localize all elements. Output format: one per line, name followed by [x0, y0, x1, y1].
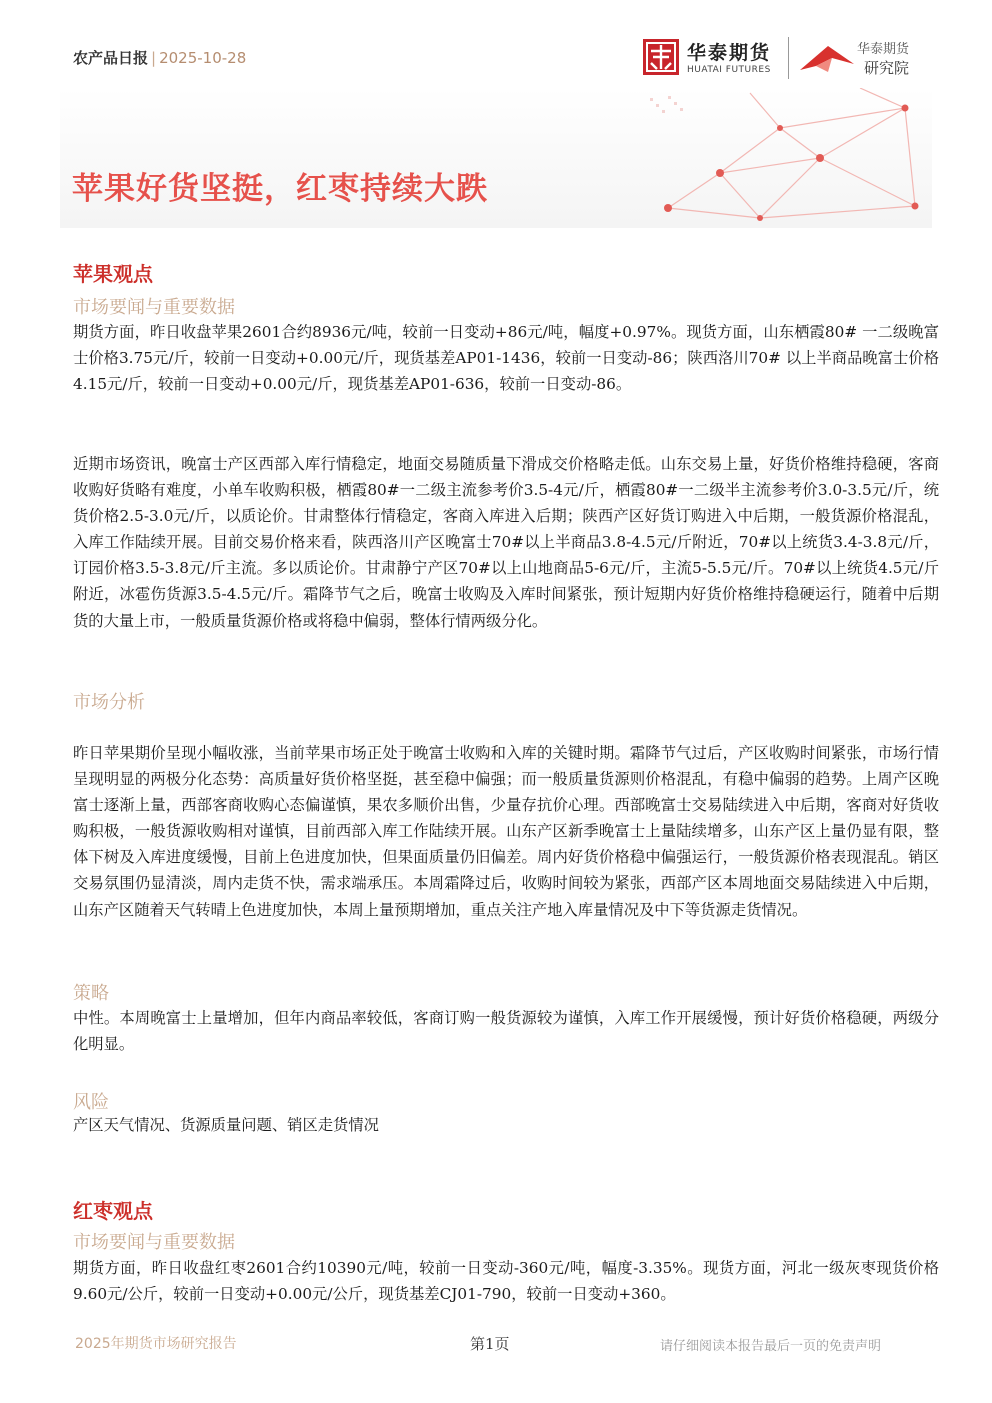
institute-logo-icon [798, 42, 856, 74]
apple-section-title: 苹果观点 [73, 262, 153, 286]
institute-line1: 华泰期货 [857, 42, 910, 57]
footer-disclaimer: 请仔细阅读本报告最后一页的免责声明 [660, 1339, 882, 1354]
huatai-logo [643, 37, 783, 81]
institute-line2: 研究院 [864, 59, 910, 77]
page-title: 苹果好货坚挺，红枣持续大跌 [72, 171, 488, 207]
apple-strategy-paragraph: 中性。本周晚富士上量增加，但年内商品率较低，客商订购一般货源较为谨慎，入库工作开展缓慢，预计好货价格稳硬，两级分化明显。 [73, 1009, 939, 1054]
logo-name-en: HUATAI FUTURES [687, 65, 771, 75]
apple-risk-subtitle: 风险 [73, 1092, 109, 1113]
apple-analysis-paragraph: 昨日苹果期价呈现小幅收涨，当前苹果市场正处于晚富士收购和入库的关键时期。霜降节气过后，产区收购时间紧张，市场行情呈现明显的两极分化态势：高质量好货价格坚挺，甚至稳中偏强；而一般质量货源则价格混乱，有稳中偏弱的趋势。上周产区晚富士逐渐上量，西部客商收购心态偏谨慎，果农多顺价出售，少量存抗价心理。西部晚富士交易陆续进入中后期，客商对好货收购积极，一般货源收购相对谨慎，目前西部入库工作陆续开展。山东产区新季晚富士上量陆续增多，山东产区上量仍显有限，整体下树及入库进度缓慢，目前上色进度加快，但果面质量仍旧偏差。周内好货价格稳中偏强运行，一般货源价格表现混乱。销区交易氛围仍显清淡，周内走货不快，需求端承压。本周霜降过后，收购时间较为紧张，西部产区本周地面交易陆续进入中后期，山东产区随着天气转晴上色进度加快，本周上量预期增加，重点关注产地入库量情况及中下等货源走货情况。 [73, 744, 939, 919]
apple-news-subtitle: 市场要闻与重要数据 [73, 297, 235, 318]
institute-logo [798, 38, 928, 80]
apple-strategy-subtitle: 策略 [73, 983, 109, 1004]
apple-analysis-subtitle: 市场分析 [73, 692, 145, 713]
header-separator: | [151, 49, 157, 67]
jujube-section-title: 红枣观点 [73, 1199, 153, 1223]
apple-news-paragraph-1: 期货方面，昨日收盘苹果2601合约8936元/吨，较前一日变动+86元/吨，幅度+0.97%。现货方面，山东栖霞80# 一二级晚富士价格3.75元/斤，较前一日变动+0.00元/斤，现货基差AP01-1436，较前一日变动-86；陕西洛川70# 以上半商品晚富士价格4.15元/斤，较前一日变动+0.00元/斤，现货基差AP01-636，较前一日变动-86。 [73, 323, 939, 394]
report-type: 农产品日报 [73, 49, 149, 67]
report-date: 2025-10-28 [159, 49, 247, 67]
logo-divider [788, 37, 789, 79]
apple-news-paragraph-2: 近期市场资讯，晚富士产区西部入库行情稳定，地面交易随质量下滑成交价格略走低。山东交易上量，好货价格维持稳硬，客商收购好货略有难度，小单车收购积极，栖霞80#一二级主流参考价3.5-4元/斤，栖霞80#一二级半主流参考价3.0-3.5元/斤，统货价格2.5-3.0元/斤，以质论价。甘肃整体行情稳定，客商入库进入后期；陕西产区好货订购进入中后期，一般货源价格混乱，入库工作陆续开展。目前交易价格来看，陕西洛川产区晚富士70#以上半商品3.8-4.5元/斤附近，70#以上统货3.4-3.8元/斤，订园价格3.5-3.8元/斤主流。多以质论价。甘肃静宁产区70#以上山地商品5-6元/斤，主流5-5.5元/斤。70#以上统货4.5元/斤附近，冰雹伤货源3.5-4.5元/斤。霜降节气之后，晚富士收购及入库时间紧张，预计短期内好货价格维持稳硬运行，随着中后期货的大量上市，一般质量货源价格或将稳中偏弱，整体行情两级分化。 [73, 455, 939, 630]
jujube-news-subtitle: 市场要闻与重要数据 [73, 1232, 235, 1253]
apple-risk-paragraph: 产区天气情况、货源质量问题、销区走货情况 [73, 1116, 379, 1134]
logo-name-cn: 华泰期货 [687, 42, 772, 64]
footer-page-number: 第1页 [470, 1335, 510, 1353]
footer-report-name: 2025年期货市场研究报告 [75, 1336, 237, 1352]
report-header [73, 47, 246, 68]
jujube-news-paragraph-1: 期货方面，昨日收盘红枣2601合约10390元/吨，较前一日变动-360元/吨，幅度-3.35%。现货方面，河北一级灰枣现货价格9.60元/公斤，较前一日变动+0.00元/公斤，现货基差CJ01-790，较前一日变动+360。 [73, 1259, 939, 1304]
huatai-logo-icon [643, 39, 679, 75]
